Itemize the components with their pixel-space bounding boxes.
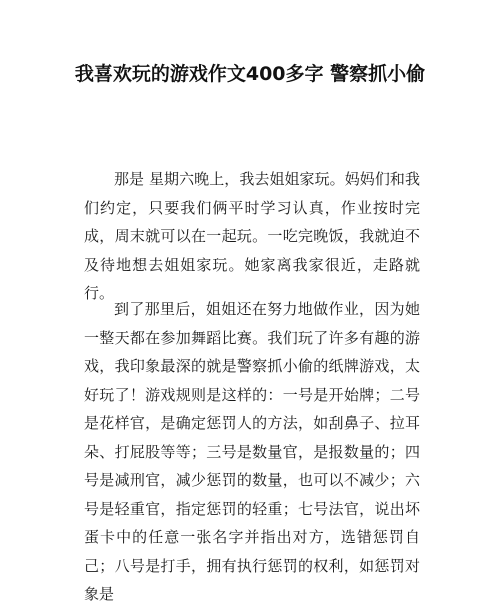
document-title: 我喜欢玩的游戏作文400多字 警察抓小偷 <box>74 63 426 85</box>
paragraph-2: 到了那里后，姐姐还在努力地做作业，因为她一整天都在参加舞蹈比赛。我们玩了许多有趣的游戏，我印象最深的就是警察抓小偷的纸牌游戏，太好玩了！游戏规则是这样的：一号是开始牌；二号是花样官，是确定惩罚人的方法，如刮鼻子、拉耳朵、打屁股等等；三号是数量官，是报数量的；四号是减刑官，减少惩罚的数量，也可以不减少；六号是轻重官，指定惩罚的轻重；七号法官，说出坏蛋卡中的任意一张名字并指出对方，选错惩罚自己；八号是打手，拥有执行惩罚的权利，如惩罚对象是 <box>84 300 420 603</box>
paragraph-1: 那是 星期六晚上，我去姐姐家玩。妈妈们和我们约定，只要我们俩平时学习认真，作业按时完成，周末就可以在一起玩。一吃完晚饭，我就迫不及待地想去姐姐家玩。她家离我家很近，走路就行。 <box>84 170 420 302</box>
